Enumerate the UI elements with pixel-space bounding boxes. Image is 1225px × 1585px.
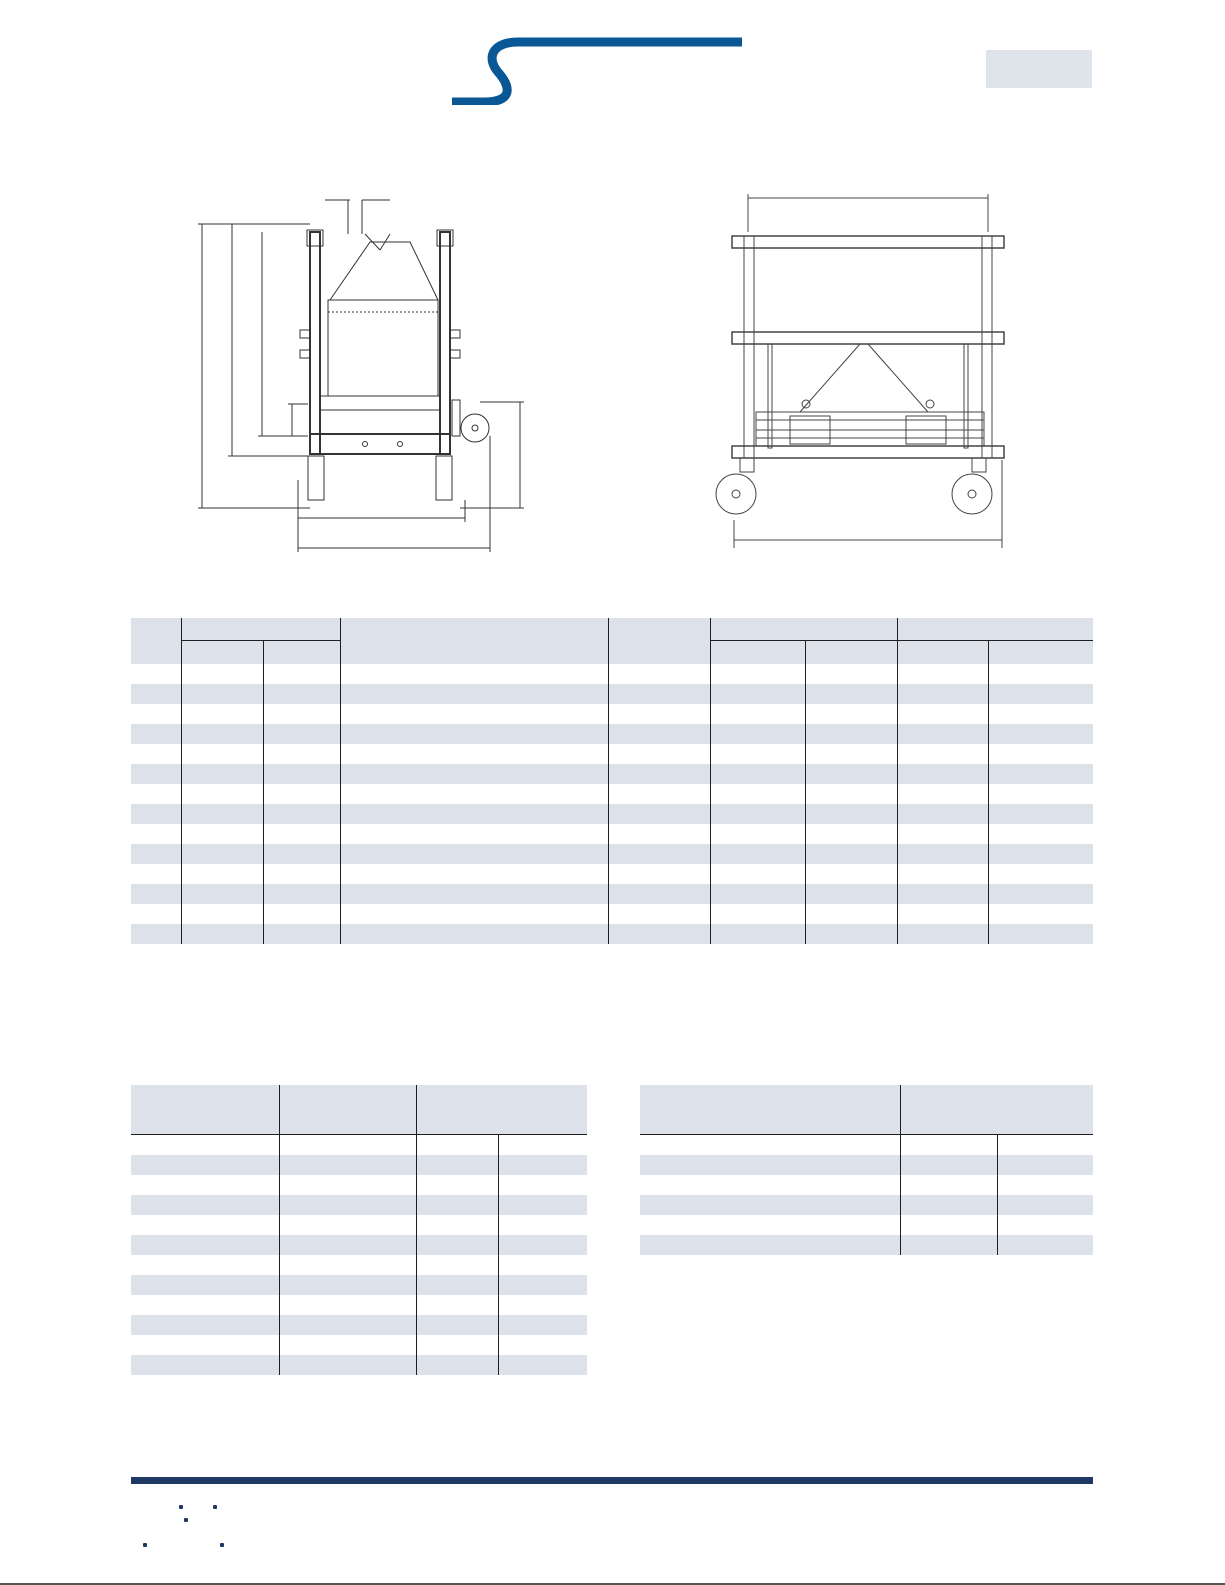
table-row bbox=[131, 904, 1093, 924]
table-row bbox=[131, 1135, 587, 1156]
specification-table bbox=[131, 618, 1093, 944]
footer-dot-icon bbox=[213, 1505, 217, 1509]
table-row bbox=[131, 884, 1093, 904]
table-row bbox=[131, 1175, 587, 1195]
side-view-drawing bbox=[710, 180, 1030, 560]
table-row bbox=[640, 1195, 1093, 1215]
lower-left-table bbox=[131, 1085, 587, 1375]
table-row bbox=[131, 1195, 587, 1215]
table-row bbox=[131, 784, 1093, 804]
table-row bbox=[131, 744, 1093, 764]
table-row bbox=[131, 1335, 587, 1355]
table-row bbox=[640, 1135, 1093, 1156]
table-row bbox=[131, 864, 1093, 884]
table-row bbox=[131, 1255, 587, 1275]
table-row bbox=[131, 924, 1093, 944]
table-row bbox=[131, 1155, 587, 1175]
footer-dot-icon bbox=[220, 1543, 224, 1547]
table-row bbox=[131, 804, 1093, 824]
footer-dot-icon bbox=[143, 1543, 147, 1547]
table-row bbox=[131, 844, 1093, 864]
company-logo-icon bbox=[440, 30, 750, 105]
table-row bbox=[640, 1155, 1093, 1175]
table-row bbox=[640, 1235, 1093, 1255]
table-row bbox=[640, 1175, 1093, 1195]
table-row bbox=[131, 1315, 587, 1335]
table-row bbox=[131, 764, 1093, 784]
lower-right-table bbox=[640, 1085, 1093, 1255]
table-row bbox=[131, 684, 1093, 704]
table-header-row bbox=[131, 1085, 587, 1135]
table-row bbox=[131, 1355, 587, 1375]
table-row bbox=[131, 704, 1093, 724]
footer-dot-icon bbox=[184, 1518, 188, 1522]
footer-dot-icon bbox=[179, 1505, 183, 1509]
table-row bbox=[131, 824, 1093, 844]
table-row bbox=[131, 1215, 587, 1235]
footer-bar bbox=[131, 1477, 1093, 1484]
table-row bbox=[640, 1215, 1093, 1235]
table-row bbox=[131, 1295, 587, 1315]
table-row bbox=[131, 724, 1093, 744]
front-view-drawing bbox=[190, 190, 560, 570]
header-badge bbox=[986, 50, 1092, 88]
table-row bbox=[131, 1235, 587, 1255]
table-header-row bbox=[131, 618, 1093, 641]
table-row bbox=[131, 664, 1093, 684]
table-header-row bbox=[640, 1085, 1093, 1135]
table-row bbox=[131, 1275, 587, 1295]
